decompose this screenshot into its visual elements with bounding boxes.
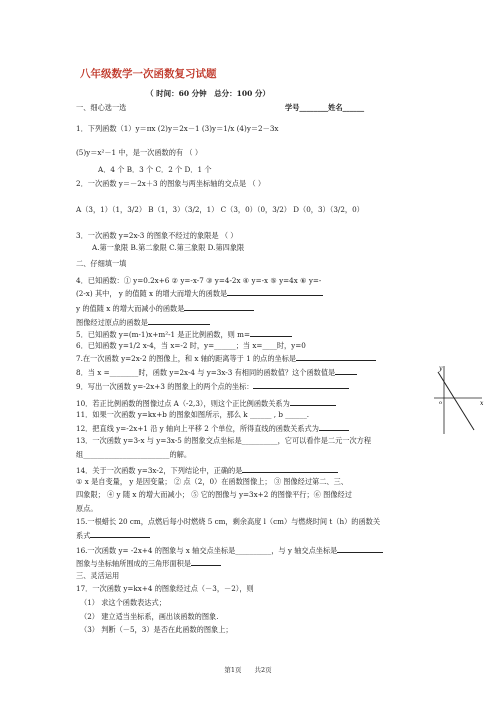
question-5: 5．已知函数 y=(m-1)x+m²-1 是正比例函数，则 m=: [76, 329, 292, 339]
question-10: 10．若正比例函数的图像过点 A（-2,3），则这个正比例函数关系为: [76, 398, 336, 408]
exam-info: （ 时间：60 分钟 总分：100 分）: [146, 89, 270, 98]
question-4: 4．已知函数：① y=0.2x+6 ② y=-x-7 ③ y=4-2x ④ y=-x ⑤ y=4x ⑥ y=-: [76, 276, 322, 285]
section-heading-2: 二、仔细填一填: [76, 259, 127, 268]
question-14-options-2: 四象限； ④ y 随 x 的增大而减小； ⑤ 它的图像与 y=3x+2 的图像平行；⑥ 图像经过: [76, 490, 352, 499]
origin-label: o: [439, 400, 443, 406]
section-heading-1: 一、细心选一选: [76, 103, 127, 112]
question-1: 1．下列函数（1）y＝πx (2)y＝2x－1 (3)y＝1/x (4)y＝2－3x: [76, 124, 279, 133]
question-15-cont: 系式: [76, 530, 150, 540]
page-title: 八年级数学一次函数复习试题: [80, 68, 217, 80]
question-4-line-3: y 的值随 x 的增大而减小的函数是: [76, 303, 254, 313]
question-17-part-2: （2） 建立适当坐标系，画出该函数的图象.: [80, 612, 219, 621]
question-14: 14．关于一次函数 y=3x-2，下列结论中，正确的是: [76, 465, 338, 475]
question-12: 12．把直线 y=-2x+1 沿 y 轴向上平移 2 个单位，所得直线的函数关系式为: [76, 423, 349, 433]
question-16: 16.一次函数 y= -2x+4 的图象与 x 轴交点坐标是__________，与 y 轴交点坐标是: [76, 545, 383, 555]
linear-function-graph: [430, 362, 486, 436]
question-1-cont: (5)y＝x²－1 中，是一次函数的有 （ ）: [76, 148, 203, 157]
question-15: 15.一根蜡长 20 cm，点燃后每小时燃烧 5 cm，剩余高度 l（cm）与燃烧时间 t（h）的函数关: [76, 517, 381, 526]
question-3-options: A.第一象限 B.第二象限 C.第三象限 D.第四象限: [92, 243, 245, 252]
question-17-part-3: （3） 判断（－5，3）是否在此函数的图象上；: [80, 625, 233, 634]
question-2: 2．一次函数 y＝－2x＋3 的图象与两坐标轴的交点是 （ ）: [76, 179, 266, 188]
question-16-cont: 图象与坐标轴所围成的三角形面积是: [76, 558, 221, 568]
function-line: [438, 372, 474, 430]
question-9: 9．写出一次函数 y=-2x+3 的图象上的两个点的坐标：: [76, 381, 349, 391]
question-14-options-3: 原点。: [76, 504, 98, 513]
question-4-line-2: (2-x) 其中， y 的值随 x 的增大而增大的函数是: [76, 288, 323, 298]
question-4-line-4: 图像经过原点的函数是: [76, 317, 210, 327]
question-3: 3．一次函数 y=2x-3 的图象不经过的象限是 （ ）: [76, 231, 238, 240]
question-6: 6．已知函数 y=1/2 x-4，当 x=-2 时，y=______；当 x=____时，y=0: [76, 341, 306, 350]
question-13-cont: 组________________________的解。: [76, 450, 192, 459]
question-2-options: A（3，1）（1，3/2） B（1，3）（3/2，1） C（3，0）（0，3/2） D（0，3）（3/2，0）: [76, 205, 364, 214]
question-8: 8．当 x =________时，函数 y=2x-4 与 y=3x-3 有相同的函数值？这个函数值是: [76, 367, 357, 377]
student-id-name-fields: 学号________姓名______: [285, 103, 365, 112]
question-17: 17．一次函数 y=kx+4 的图象经过点（－3，－2），则: [76, 584, 254, 593]
question-11: 11．如果一次函数 y=kx+b 的图象如图所示，那么 k ______ , b ______.: [76, 410, 310, 419]
x-axis-label: x: [480, 400, 484, 407]
y-axis-label: y: [439, 365, 443, 372]
question-17-part-1: （1） 求这个函数表达式；: [80, 598, 166, 607]
question-7: 7.在一次函数 y=2x-2 的图像上，和 x 轴的距离等于 1 的点的坐标是: [76, 353, 376, 363]
question-13: 13．一次函数 y=3-x 与 y=3x-5 的图象交点坐标是__________，它可以看作是二元一次方程: [76, 436, 372, 445]
section-heading-3: 三、灵活运用: [76, 571, 120, 580]
question-1-options: A．4 个 B．3 个 C．2 个 D．1 个: [98, 165, 212, 174]
question-14-options: ① x 是自变量， y 是因变量； ② 点（2，0）在函数图像上； ③ 图像经过第二、三、: [76, 477, 348, 486]
page-footer: 第1页 共2页: [224, 666, 272, 674]
